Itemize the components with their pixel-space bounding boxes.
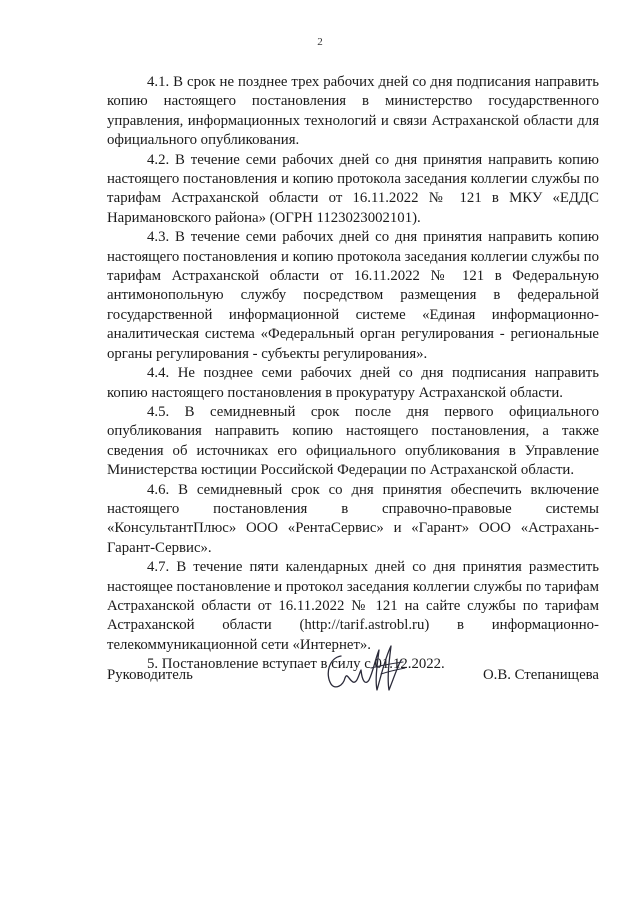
signature-block xyxy=(107,640,599,700)
paragraph-4-2: 4.2. В течение семи рабочих дней со дня принятия направить копию настоящего постановления и копию протокола заседания коллегии службы по тарифам Астраханской области от 16.11.2022 № 121 в МКУ «ЕДДС Наримановского района» (ОГРН 1123023002101). xyxy=(107,151,599,226)
paragraph-4-1: 4.1. В срок не позднее трех рабочих дней со дня подписания направить копию настоящего постановления в министерство государственного управления, информационных технологий и связи Астраханской области для официального опубликования. xyxy=(107,74,599,149)
paragraph-4-6: 4.6. В семидневный срок со дня принятия обеспечить включение настоящего постановления в справочно-правовые системы «КонсультантПлюс» ООО «РентаСервис» и «Гарант» ООО «Астрахань-Гарант-Сервис». xyxy=(107,481,599,556)
signatory-title: Руководитель xyxy=(107,667,193,683)
signatory-name: О.В. Степанищева xyxy=(482,667,599,683)
paragraph-4-5: 4.5. В семидневный срок после дня первого официального опубликования направить копию настоящего постановления, а также сведения об источниках его официального опубликования в Управление Министерства юстиции Российской Федерации по Астраханской области. xyxy=(107,403,599,479)
paragraph-4-3: 4.3. В течение семи рабочих дней со дня принятия направить копию настоящего постановления и копию протокола заседания коллегии службы по тарифам Астраханской области от 16.11.2022 № 121 в Федеральную антимонопольную службу посредством размещения в федеральной государственной информационной системе «Единая информационно-аналитическая система «Федеральный орган регулирования - региональные органы регулирования - субъекты регулирования». xyxy=(107,229,599,362)
handwritten-signature xyxy=(319,640,409,698)
paragraph-5: 5. Постановление вступает в силу с 01.12.2022. xyxy=(147,656,445,673)
document-body xyxy=(107,73,599,675)
paragraph-4-7: 4.7. В течение пяти календарных дней со дня принятия разместить настоящее постановление и протокол заседания коллегии службы по тарифам Астраханской области от 16.11.2022 № 121 на сайте службы по тарифам Астраханской области (http://tarif.astrobl.ru) в информационно-телекоммуникационной сети «Интернет». xyxy=(107,559,599,653)
page-number: 2 xyxy=(317,36,323,48)
paragraph-4-4: 4.4. Не позднее семи рабочих дней со дня подписания направить копию настоящего постановления в прокуратуру Астраханской области. xyxy=(107,365,599,401)
